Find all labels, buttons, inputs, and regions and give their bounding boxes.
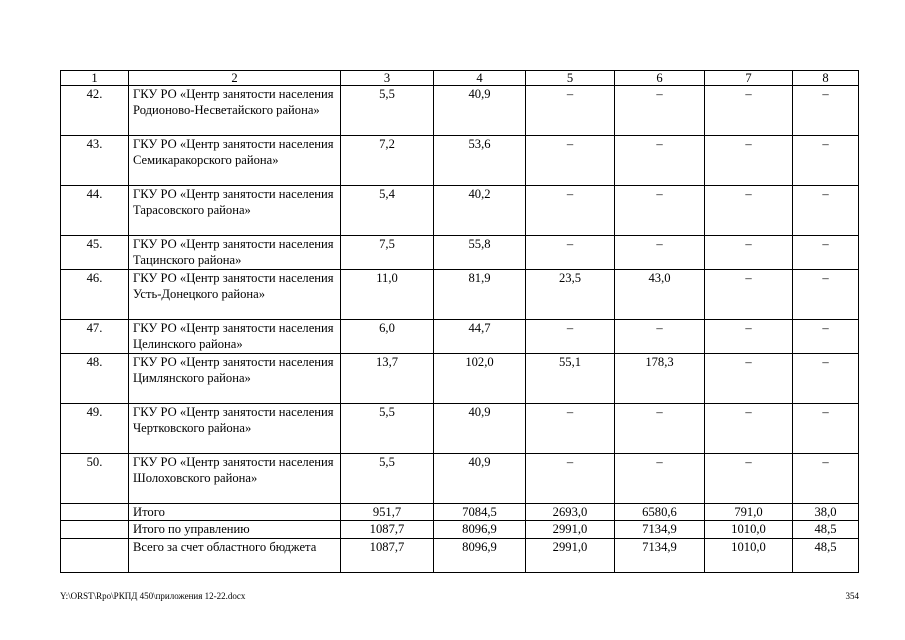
table-cell-c6: – — [615, 404, 705, 454]
table-cell-c6: – — [615, 320, 705, 354]
table-cell-c6: – — [615, 136, 705, 186]
table-cell-name: ГКУ РО «Центр занятости населения Тацинского района» — [129, 236, 341, 270]
table-cell-c7: 1010,0 — [705, 538, 793, 572]
table-cell-name: Всего за счет областного бюджета — [129, 538, 341, 572]
table-cell-c8: – — [793, 354, 859, 404]
table-cell-name: ГКУ РО «Центр занятости населения Усть-Донецкого района» — [129, 270, 341, 320]
table-cell-c7: – — [705, 454, 793, 504]
table-cell-no: 50. — [61, 454, 129, 504]
table-cell-c5: 55,1 — [526, 354, 615, 404]
table-cell-name: ГКУ РО «Центр занятости населения Семикаракорского района» — [129, 136, 341, 186]
page-number: 354 — [845, 591, 859, 601]
table-cell-name: ГКУ РО «Центр занятости населения Родионово-Несветайского района» — [129, 86, 341, 136]
budget-table — [60, 70, 859, 573]
table-cell-no: 45. — [61, 236, 129, 270]
table-cell-c8: 48,5 — [793, 521, 859, 538]
table-cell-c4: 7084,5 — [434, 504, 526, 521]
table-cell-c7: – — [705, 404, 793, 454]
table-row — [61, 236, 859, 270]
header-row — [61, 71, 859, 86]
table-cell-name: Итого по управлению — [129, 521, 341, 538]
table-cell-c8: – — [793, 136, 859, 186]
column-header: 2 — [129, 71, 341, 86]
column-header: 8 — [793, 71, 859, 86]
column-header: 7 — [705, 71, 793, 86]
table-cell-name: ГКУ РО «Центр занятости населения Целинского района» — [129, 320, 341, 354]
table-cell-c5: – — [526, 86, 615, 136]
file-path: Y:\ORST\Rpo\РКПД 450\приложения 12-22.docx — [60, 591, 246, 601]
table-cell-c7: – — [705, 236, 793, 270]
table-cell-c8: – — [793, 236, 859, 270]
table-cell-no: 49. — [61, 404, 129, 454]
column-header: 5 — [526, 71, 615, 86]
table-cell-c7: – — [705, 270, 793, 320]
table-cell-name: ГКУ РО «Центр занятости населения Чертковского района» — [129, 404, 341, 454]
table-cell-c3: 5,4 — [341, 186, 434, 236]
table-cell-no: 43. — [61, 136, 129, 186]
table-cell-c7: – — [705, 186, 793, 236]
table-cell-c4: 8096,9 — [434, 538, 526, 572]
table-cell-no — [61, 504, 129, 521]
table-row — [61, 136, 859, 186]
table-cell-c4: 53,6 — [434, 136, 526, 186]
table-cell-no — [61, 521, 129, 538]
table-row — [61, 320, 859, 354]
table-cell-c5: 23,5 — [526, 270, 615, 320]
table-cell-c3: 1087,7 — [341, 521, 434, 538]
table-cell-c3: 7,2 — [341, 136, 434, 186]
table-cell-no: 42. — [61, 86, 129, 136]
table-cell-name: Итого — [129, 504, 341, 521]
table-cell-c4: 44,7 — [434, 320, 526, 354]
table-row — [61, 354, 859, 404]
table-cell-c3: 5,5 — [341, 404, 434, 454]
table-cell-c4: 40,9 — [434, 404, 526, 454]
table-cell-c7: – — [705, 354, 793, 404]
table-cell-c3: 7,5 — [341, 236, 434, 270]
table-cell-c5: 2991,0 — [526, 521, 615, 538]
table-cell-c6: 178,3 — [615, 354, 705, 404]
table-cell-name: ГКУ РО «Центр занятости населения Тарасовского района» — [129, 186, 341, 236]
table-cell-c3: 5,5 — [341, 86, 434, 136]
table-cell-no: 48. — [61, 354, 129, 404]
table-cell-c7: 1010,0 — [705, 521, 793, 538]
column-header: 1 — [61, 71, 129, 86]
table-cell-c3: 1087,7 — [341, 538, 434, 572]
table-cell-c3: 6,0 — [341, 320, 434, 354]
table-cell-c5: – — [526, 454, 615, 504]
table-cell-c4: 8096,9 — [434, 521, 526, 538]
table-cell-c8: – — [793, 86, 859, 136]
table-cell-c8: – — [793, 404, 859, 454]
table-cell-c8: – — [793, 454, 859, 504]
table-cell-c4: 55,8 — [434, 236, 526, 270]
table-cell-c4: 81,9 — [434, 270, 526, 320]
table-cell-c4: 40,9 — [434, 86, 526, 136]
table-cell-c6: – — [615, 86, 705, 136]
table-cell-name: ГКУ РО «Центр занятости населения Шолоховского района» — [129, 454, 341, 504]
table-row — [61, 270, 859, 320]
table-cell-c6: 6580,6 — [615, 504, 705, 521]
table-row — [61, 186, 859, 236]
column-header: 4 — [434, 71, 526, 86]
table-cell-c4: 40,2 — [434, 186, 526, 236]
table-cell-c6: 7134,9 — [615, 521, 705, 538]
table-cell-c8: 38,0 — [793, 504, 859, 521]
table-cell-c8: 48,5 — [793, 538, 859, 572]
table-cell-no: 47. — [61, 320, 129, 354]
total-row — [61, 521, 859, 538]
table-cell-no: 46. — [61, 270, 129, 320]
table-cell-c5: – — [526, 404, 615, 454]
table-cell-c7: – — [705, 320, 793, 354]
table-cell-c7: 791,0 — [705, 504, 793, 521]
table-cell-c5: 2693,0 — [526, 504, 615, 521]
table-cell-c6: – — [615, 186, 705, 236]
total-row — [61, 504, 859, 521]
table-cell-c5: – — [526, 186, 615, 236]
column-header: 6 — [615, 71, 705, 86]
table-cell-c4: 102,0 — [434, 354, 526, 404]
table-cell-c8: – — [793, 186, 859, 236]
table-row — [61, 454, 859, 504]
total-row — [61, 538, 859, 572]
table-cell-c8: – — [793, 320, 859, 354]
table-row — [61, 86, 859, 136]
table-cell-no: 44. — [61, 186, 129, 236]
table-row — [61, 404, 859, 454]
table-cell-c8: – — [793, 270, 859, 320]
table-cell-c5: – — [526, 236, 615, 270]
table-cell-c4: 40,9 — [434, 454, 526, 504]
table-cell-c7: – — [705, 86, 793, 136]
table-cell-c3: 11,0 — [341, 270, 434, 320]
table-cell-c3: 13,7 — [341, 354, 434, 404]
table-cell-c3: 5,5 — [341, 454, 434, 504]
table-cell-c6: 7134,9 — [615, 538, 705, 572]
table-cell-c6: – — [615, 454, 705, 504]
table-cell-c5: 2991,0 — [526, 538, 615, 572]
table-cell-no — [61, 538, 129, 572]
table-cell-c5: – — [526, 320, 615, 354]
table-cell-c6: 43,0 — [615, 270, 705, 320]
column-header: 3 — [341, 71, 434, 86]
table-cell-name: ГКУ РО «Центр занятости населения Цимлянского района» — [129, 354, 341, 404]
table-cell-c7: – — [705, 136, 793, 186]
table-cell-c6: – — [615, 236, 705, 270]
table-cell-c5: – — [526, 136, 615, 186]
table-cell-c3: 951,7 — [341, 504, 434, 521]
